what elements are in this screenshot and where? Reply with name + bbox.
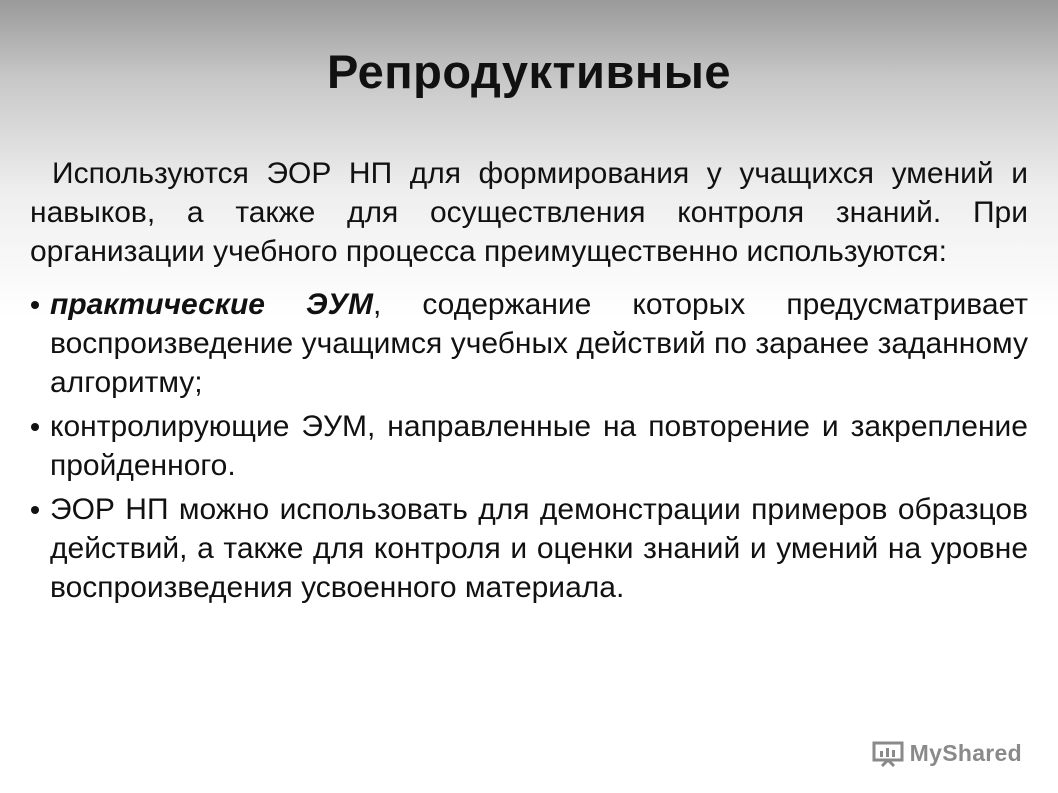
bullet-dot-icon bbox=[31, 423, 39, 431]
slide-title: Репродуктивные bbox=[326, 45, 732, 98]
bullet-list bbox=[30, 285, 1028, 607]
intro-paragraph: Используются ЭОР НП для формирования у учащихся умений и навыков, а также для осуществления контроля знаний. При организации учебного процесса преимущественно используются: bbox=[30, 157, 1028, 268]
bullet-item-controlling bbox=[30, 407, 1028, 485]
bullet-item-usage bbox=[30, 490, 1028, 607]
presentation-board-icon bbox=[872, 741, 904, 767]
slide-content bbox=[30, 154, 1028, 612]
bullet-text: ЭОР НП можно использовать для демонстрации примеров образцов действий, а также для контроля и оценки знаний и умений на уровне воспроизведения усвоенного материала. bbox=[50, 493, 1028, 604]
watermark-text: MyShared bbox=[909, 740, 1022, 766]
myshared-watermark bbox=[872, 740, 1022, 767]
bullet-term: практические ЭУМ bbox=[50, 288, 373, 321]
bullet-text: , содержание которых предусматривает воспроизведение учащимся учебных действий по заранее заданному алгоритму; bbox=[50, 288, 1028, 399]
bullet-dot-icon bbox=[31, 506, 39, 514]
bullet-dot-icon bbox=[31, 301, 39, 309]
bullet-item-practical bbox=[30, 285, 1028, 402]
bullet-text: контролирующие ЭУМ, направленные на повторение и закрепление пройденного. bbox=[50, 410, 1028, 482]
